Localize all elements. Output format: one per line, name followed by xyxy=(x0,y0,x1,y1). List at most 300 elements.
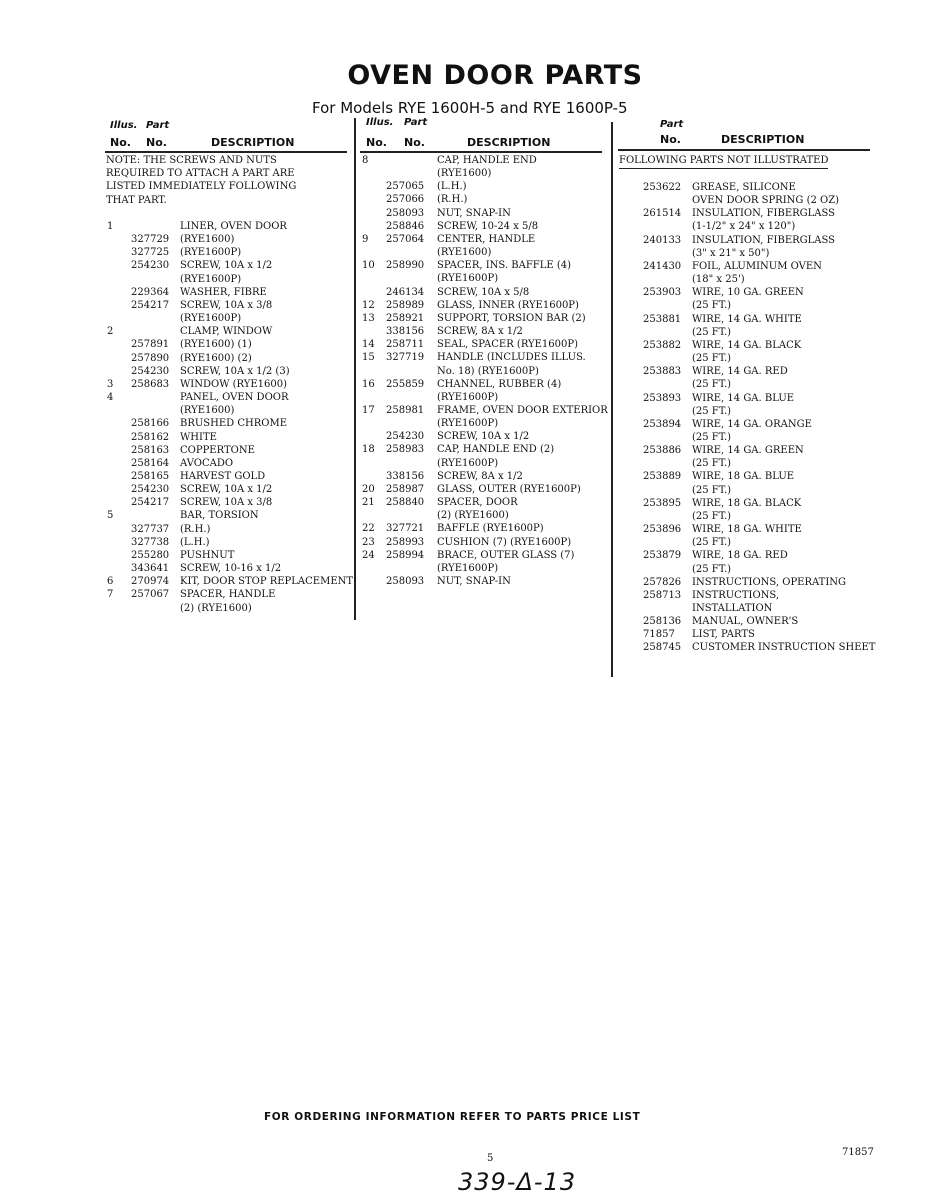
description: COPPERTONE xyxy=(180,444,255,456)
part-number: 343641 xyxy=(131,563,170,575)
table-row xyxy=(107,496,353,509)
description: SCREW, 10-24 x 5/8 xyxy=(437,220,539,232)
table-row xyxy=(107,233,353,246)
description: SUPPORT, TORSION BAR (2) xyxy=(437,312,586,324)
description: WINDOW (RYE1600) xyxy=(180,378,288,390)
table-row xyxy=(643,484,883,497)
table-row xyxy=(362,483,610,496)
col2-illus-header: Illus. xyxy=(366,117,394,128)
table-row xyxy=(362,562,610,575)
table-row xyxy=(107,286,353,299)
table-row xyxy=(107,220,353,233)
table-row xyxy=(362,351,610,364)
description: FRAME, OVEN DOOR EXTERIOR xyxy=(437,404,608,416)
part-number: 270974 xyxy=(131,576,170,588)
part-number: 258994 xyxy=(386,549,425,561)
col1-part-header: Part xyxy=(146,120,170,131)
description: (25 FT.) xyxy=(692,510,732,522)
illus-number: 3 xyxy=(107,378,114,390)
table-row xyxy=(362,154,610,167)
part-number: 258993 xyxy=(386,536,425,548)
part-number: 257067 xyxy=(131,589,170,601)
description: (25 FT.) xyxy=(692,405,732,417)
description: SCREW, 10A x 1/2 xyxy=(437,431,530,443)
table-row xyxy=(107,483,353,496)
part-number: 258990 xyxy=(386,260,425,272)
table-row xyxy=(107,325,353,338)
description: SCREW, 10A x 1/2 xyxy=(180,260,273,272)
table-row xyxy=(107,246,353,259)
description: (25 FT.) xyxy=(692,379,732,391)
table-row xyxy=(362,549,610,562)
table-row xyxy=(107,365,353,378)
table-row xyxy=(362,417,610,430)
description: SCREW, 10A x 5/8 xyxy=(437,286,530,298)
part-number: 338156 xyxy=(386,326,425,338)
description: SEAL, SPACER (RYE1600P) xyxy=(437,339,579,351)
part-number: 258163 xyxy=(131,444,170,456)
part-number: 327729 xyxy=(131,234,170,246)
attachment-note xyxy=(106,154,296,207)
table-row xyxy=(643,365,883,378)
table-row xyxy=(643,234,883,247)
description: (2) (RYE1600) xyxy=(180,602,252,614)
table-row xyxy=(643,470,883,483)
part-number: 253622 xyxy=(643,182,682,193)
description: MANUAL, OWNER'S xyxy=(692,616,799,628)
col2-part-no-header: No. xyxy=(404,136,425,149)
part-number: 258921 xyxy=(386,312,425,324)
table-row xyxy=(643,207,883,220)
description: SCREW, 8A x 1/2 xyxy=(437,470,523,482)
description: INSULATION, FIBERGLASS xyxy=(692,208,836,220)
table-row xyxy=(643,313,883,326)
description: WIRE, 18 GA. RED xyxy=(692,550,788,562)
description: WASHER, FIBRE xyxy=(180,286,267,298)
description: CUSTOMER INSTRUCTION SHEET xyxy=(692,642,876,654)
col3-part-header: Part xyxy=(660,119,684,130)
col2-header-rule xyxy=(360,151,602,153)
table-row xyxy=(362,443,610,456)
description: SCREW, 10A x 3/8 xyxy=(180,497,273,509)
description: SCREW, 8A x 1/2 xyxy=(437,326,523,338)
col2-illus-no-header: No. xyxy=(366,136,387,149)
col1-illus-no-header: No. xyxy=(110,136,131,149)
description: KIT, DOOR STOP REPLACEMENT xyxy=(180,576,354,588)
description: (RYE1600) (1) xyxy=(180,339,252,351)
part-number: 258983 xyxy=(386,444,425,456)
description: (L.H.) xyxy=(437,181,467,193)
illus-number: 5 xyxy=(107,510,114,522)
table-row xyxy=(643,576,883,589)
part-number: 327719 xyxy=(386,352,425,364)
part-number: 254217 xyxy=(131,299,170,311)
table-row xyxy=(362,286,610,299)
parts-column-3 xyxy=(643,181,883,655)
table-row xyxy=(107,299,353,312)
description: (25 FT.) xyxy=(692,563,732,575)
part-number: 253893 xyxy=(643,392,682,404)
part-number: 257890 xyxy=(131,352,170,364)
part-number: 327737 xyxy=(131,523,170,535)
description: (18" x 25') xyxy=(692,274,745,286)
description: (25 FT.) xyxy=(692,537,732,549)
description: BAR, TORSION xyxy=(180,510,259,522)
illus-number: 21 xyxy=(362,497,375,509)
part-number: 258162 xyxy=(131,431,170,443)
description: CLAMP, WINDOW xyxy=(180,326,273,338)
part-number: 254230 xyxy=(131,365,170,377)
part-number: 258711 xyxy=(386,339,425,351)
parts-column-2 xyxy=(362,154,610,588)
part-number: 253894 xyxy=(643,418,682,430)
description: PANEL, OVEN DOOR xyxy=(180,392,289,404)
part-number: 254230 xyxy=(131,484,170,496)
table-row xyxy=(643,457,883,470)
table-row xyxy=(643,260,883,273)
part-number: 255280 xyxy=(131,549,170,561)
description: (25 FT.) xyxy=(692,458,732,470)
part-number: 246134 xyxy=(386,286,425,298)
illus-number: 18 xyxy=(362,444,375,456)
illus-number: 22 xyxy=(362,523,375,535)
description: CAP, HANDLE END (2) xyxy=(437,444,555,456)
table-row xyxy=(107,588,353,601)
table-row xyxy=(643,392,883,405)
table-row xyxy=(643,641,883,654)
part-number: 253879 xyxy=(643,550,682,562)
table-row xyxy=(362,365,610,378)
description: INSTRUCTIONS, OPERATING xyxy=(692,576,847,588)
table-row xyxy=(643,536,883,549)
table-row xyxy=(362,391,610,404)
table-row xyxy=(643,286,883,299)
description: PUSHNUT xyxy=(180,549,235,561)
description: (L.H.) xyxy=(180,536,210,548)
table-row xyxy=(107,273,353,286)
table-row xyxy=(107,536,353,549)
description: (25 FT.) xyxy=(692,431,732,443)
description: SPACER, INS. BAFFLE (4) xyxy=(437,260,572,272)
illus-number: 23 xyxy=(362,536,375,548)
description: INSTALLATION xyxy=(692,603,773,614)
table-row xyxy=(643,181,883,194)
part-number: 257065 xyxy=(386,181,425,193)
illus-number: 6 xyxy=(107,576,114,588)
description: LINER, OVEN DOOR xyxy=(180,221,287,232)
description: HARVEST GOLD xyxy=(180,470,266,482)
col3-description-header: DESCRIPTION xyxy=(721,133,805,146)
table-row xyxy=(643,628,883,641)
table-row xyxy=(107,457,353,470)
description: (1-1/2" x 24" x 120") xyxy=(692,221,796,233)
part-number: 241430 xyxy=(643,260,682,272)
table-row xyxy=(643,273,883,286)
illus-number: 14 xyxy=(362,339,375,351)
description: (RYE1600P) xyxy=(437,418,499,430)
table-row xyxy=(107,338,353,351)
table-row xyxy=(362,470,610,483)
description: WIRE, 14 GA. RED xyxy=(692,366,788,378)
table-row xyxy=(643,220,883,233)
description: (RYE1600P) xyxy=(180,273,242,285)
table-row xyxy=(643,563,883,576)
page-subtitle: For Models RYE 1600H-5 and RYE 1600P-5 xyxy=(312,99,628,117)
part-number: 258164 xyxy=(131,457,170,469)
part-number: 253896 xyxy=(643,524,682,536)
table-row xyxy=(643,326,883,339)
col2-part-header: Part xyxy=(404,117,428,128)
description: HANDLE (INCLUDES ILLUS. xyxy=(437,352,586,364)
table-row xyxy=(643,523,883,536)
col1-illus-header: Illus. xyxy=(110,120,138,131)
description: WIRE, 14 GA. BLACK xyxy=(692,339,802,351)
table-row xyxy=(643,378,883,391)
part-number: 258989 xyxy=(386,299,425,311)
table-row xyxy=(107,549,353,562)
table-row xyxy=(362,430,610,443)
part-number: 253881 xyxy=(643,313,682,325)
part-number: 327738 xyxy=(131,536,170,548)
illus-number: 20 xyxy=(362,483,375,495)
part-number: 71857 xyxy=(643,629,675,641)
part-number: 258683 xyxy=(131,378,170,390)
description: INSULATION, FIBERGLASS xyxy=(692,234,836,246)
table-row xyxy=(643,299,883,312)
part-number: 258987 xyxy=(386,483,425,495)
part-number: 258093 xyxy=(386,207,425,219)
description: (R.H.) xyxy=(437,194,468,206)
table-row xyxy=(107,378,353,391)
part-number: 229364 xyxy=(131,286,170,298)
description: (25 FT.) xyxy=(692,353,732,365)
description: (3" x 21" x 50") xyxy=(692,247,770,259)
description: INSTRUCTIONS, xyxy=(692,589,780,601)
part-number: 258093 xyxy=(386,576,425,587)
description: (2) (RYE1600) xyxy=(437,510,509,522)
description: SCREW, 10A x 1/2 xyxy=(180,484,273,496)
table-row xyxy=(643,247,883,260)
table-row xyxy=(643,194,883,207)
description: (RYE1600) xyxy=(437,168,492,180)
part-number: 327725 xyxy=(131,247,170,259)
table-row xyxy=(643,431,883,444)
illus-number: 7 xyxy=(107,589,114,601)
table-row xyxy=(643,339,883,352)
part-number: 254230 xyxy=(386,431,425,443)
description: WHITE xyxy=(180,431,217,443)
description: SCREW, 10-16 x 1/2 xyxy=(180,563,282,575)
description: WIRE, 14 GA. WHITE xyxy=(692,313,802,325)
table-row xyxy=(107,562,353,575)
part-number: 258713 xyxy=(643,589,682,601)
table-row xyxy=(643,405,883,418)
col3-part-no-header: No. xyxy=(660,133,681,146)
table-row xyxy=(107,404,353,417)
table-row xyxy=(107,523,353,536)
description: WIRE, 14 GA. GREEN xyxy=(692,445,804,457)
description: SPACER, DOOR xyxy=(437,497,518,509)
table-row xyxy=(362,246,610,259)
table-row xyxy=(362,522,610,535)
table-row xyxy=(107,575,353,588)
table-row xyxy=(362,496,610,509)
part-number: 258166 xyxy=(131,418,170,430)
table-row xyxy=(362,312,610,325)
part-number: 253882 xyxy=(643,339,682,351)
table-row xyxy=(362,207,610,220)
illus-number: 24 xyxy=(362,549,375,561)
table-row xyxy=(643,589,883,602)
description: GREASE, SILICONE xyxy=(692,182,796,193)
part-number: 338156 xyxy=(386,470,425,482)
table-row xyxy=(107,509,353,522)
part-number: 258136 xyxy=(643,616,682,628)
col2-description-header: DESCRIPTION xyxy=(467,136,551,149)
illus-number: 2 xyxy=(107,326,114,338)
table-row xyxy=(362,378,610,391)
col3-header-rule xyxy=(618,149,870,151)
description: NUT, SNAP-IN xyxy=(437,207,511,219)
note-line: THAT PART. xyxy=(106,194,167,206)
table-row xyxy=(362,338,610,351)
table-row xyxy=(107,312,353,325)
table-row xyxy=(643,444,883,457)
table-row xyxy=(362,536,610,549)
description: WIRE, 14 GA. BLUE xyxy=(692,392,795,404)
illus-number: 10 xyxy=(362,260,375,272)
table-row xyxy=(107,391,353,404)
table-row xyxy=(643,549,883,562)
description: GLASS, OUTER (RYE1600P) xyxy=(437,483,581,495)
note-line: REQUIRED TO ATTACH A PART ARE xyxy=(106,168,295,180)
table-row xyxy=(643,510,883,523)
description: (RYE1600) xyxy=(180,234,235,246)
part-number: 240133 xyxy=(643,234,682,246)
part-number: 253883 xyxy=(643,366,682,378)
note-line: NOTE: THE SCREWS AND NUTS xyxy=(106,155,277,166)
description: FOIL, ALUMINUM OVEN xyxy=(692,260,822,272)
table-row xyxy=(107,431,353,444)
parts-column-1 xyxy=(107,220,353,615)
ordering-footer: FOR ORDERING INFORMATION REFER TO PARTS PRICE LIST xyxy=(264,1111,641,1123)
part-number: 258745 xyxy=(643,642,682,654)
part-number: 253895 xyxy=(643,497,682,509)
description: AVOCADO xyxy=(180,457,234,469)
description: CAP, HANDLE END xyxy=(437,155,537,166)
illus-number: 16 xyxy=(362,378,375,390)
description: (RYE1600) (2) xyxy=(180,352,252,364)
table-row xyxy=(362,325,610,338)
illus-number: 12 xyxy=(362,299,375,311)
table-row xyxy=(362,575,610,588)
page-number: 5 xyxy=(487,1153,494,1164)
table-row xyxy=(643,615,883,628)
description: (RYE1600P) xyxy=(437,273,499,285)
column-divider-1 xyxy=(354,118,356,620)
description: BAFFLE (RYE1600P) xyxy=(437,523,544,535)
description: WIRE, 18 GA. BLACK xyxy=(692,497,802,509)
table-row xyxy=(107,444,353,457)
description: BRACE, OUTER GLASS (7) xyxy=(437,549,575,561)
table-row xyxy=(362,259,610,272)
part-number: 257826 xyxy=(643,576,682,588)
part-number: 258840 xyxy=(386,497,425,509)
document-number: 71857 xyxy=(842,1147,874,1158)
column-divider-2 xyxy=(611,122,613,677)
description: (RYE1600P) xyxy=(437,562,499,574)
description: (25 FT.) xyxy=(692,484,732,496)
illus-number: 4 xyxy=(107,392,114,404)
part-number: 258846 xyxy=(386,220,425,232)
part-number: 255859 xyxy=(386,378,425,390)
table-row xyxy=(362,299,610,312)
col1-part-no-header: No. xyxy=(146,136,167,149)
table-row xyxy=(362,193,610,206)
part-number: 258981 xyxy=(386,404,425,416)
note-line: LISTED IMMEDIATELY FOLLOWING xyxy=(106,181,297,193)
illus-number: 8 xyxy=(362,155,369,166)
description: (RYE1600P) xyxy=(437,457,499,469)
table-row xyxy=(107,602,353,615)
part-number: 261514 xyxy=(643,208,682,220)
description: WIRE, 10 GA. GREEN xyxy=(692,287,804,299)
col1-description-header: DESCRIPTION xyxy=(211,136,295,149)
table-row xyxy=(362,457,610,470)
not-illustrated-heading: FOLLOWING PARTS NOT ILLUSTRATED xyxy=(619,154,828,169)
table-row xyxy=(107,259,353,272)
description: GLASS, INNER (RYE1600P) xyxy=(437,299,579,311)
description: (RYE1600P) xyxy=(437,391,499,403)
description: SPACER, HANDLE xyxy=(180,589,276,601)
description: (25 FT.) xyxy=(692,300,732,312)
description: (RYE1600P) xyxy=(180,313,242,325)
illus-number: 1 xyxy=(107,221,114,232)
illus-number: 15 xyxy=(362,352,375,364)
table-row xyxy=(362,272,610,285)
part-number: 253903 xyxy=(643,287,682,299)
col1-header-rule xyxy=(105,151,347,153)
description: SCREW, 10A x 3/8 xyxy=(180,299,273,311)
illus-number: 9 xyxy=(362,233,369,245)
description: WIRE, 18 GA. WHITE xyxy=(692,524,802,536)
page-title: OVEN DOOR PARTS xyxy=(347,60,643,91)
description: (RYE1600) xyxy=(437,247,492,259)
part-number: 254217 xyxy=(131,497,170,509)
table-row xyxy=(107,352,353,365)
handwritten-note: 339-Δ-13 xyxy=(458,1168,577,1196)
description: No. 18) (RYE1600P) xyxy=(437,365,539,377)
part-number: 257066 xyxy=(386,194,425,206)
table-row xyxy=(362,220,610,233)
table-row xyxy=(643,418,883,431)
table-row xyxy=(362,509,610,522)
part-number: 257891 xyxy=(131,339,170,351)
description: (RYE1600) xyxy=(180,405,235,417)
part-number: 253886 xyxy=(643,445,682,457)
description: WIRE, 18 GA. BLUE xyxy=(692,471,795,483)
description: CENTER, HANDLE xyxy=(437,233,536,245)
table-row xyxy=(643,352,883,365)
part-number: 327721 xyxy=(386,523,425,535)
description: NUT, SNAP-IN xyxy=(437,576,511,587)
table-row xyxy=(643,497,883,510)
table-row xyxy=(362,167,610,180)
description: LIST, PARTS xyxy=(692,629,755,641)
description: (R.H.) xyxy=(180,523,211,535)
part-number: 254230 xyxy=(131,260,170,272)
description: CUSHION (7) (RYE1600P) xyxy=(437,536,572,548)
